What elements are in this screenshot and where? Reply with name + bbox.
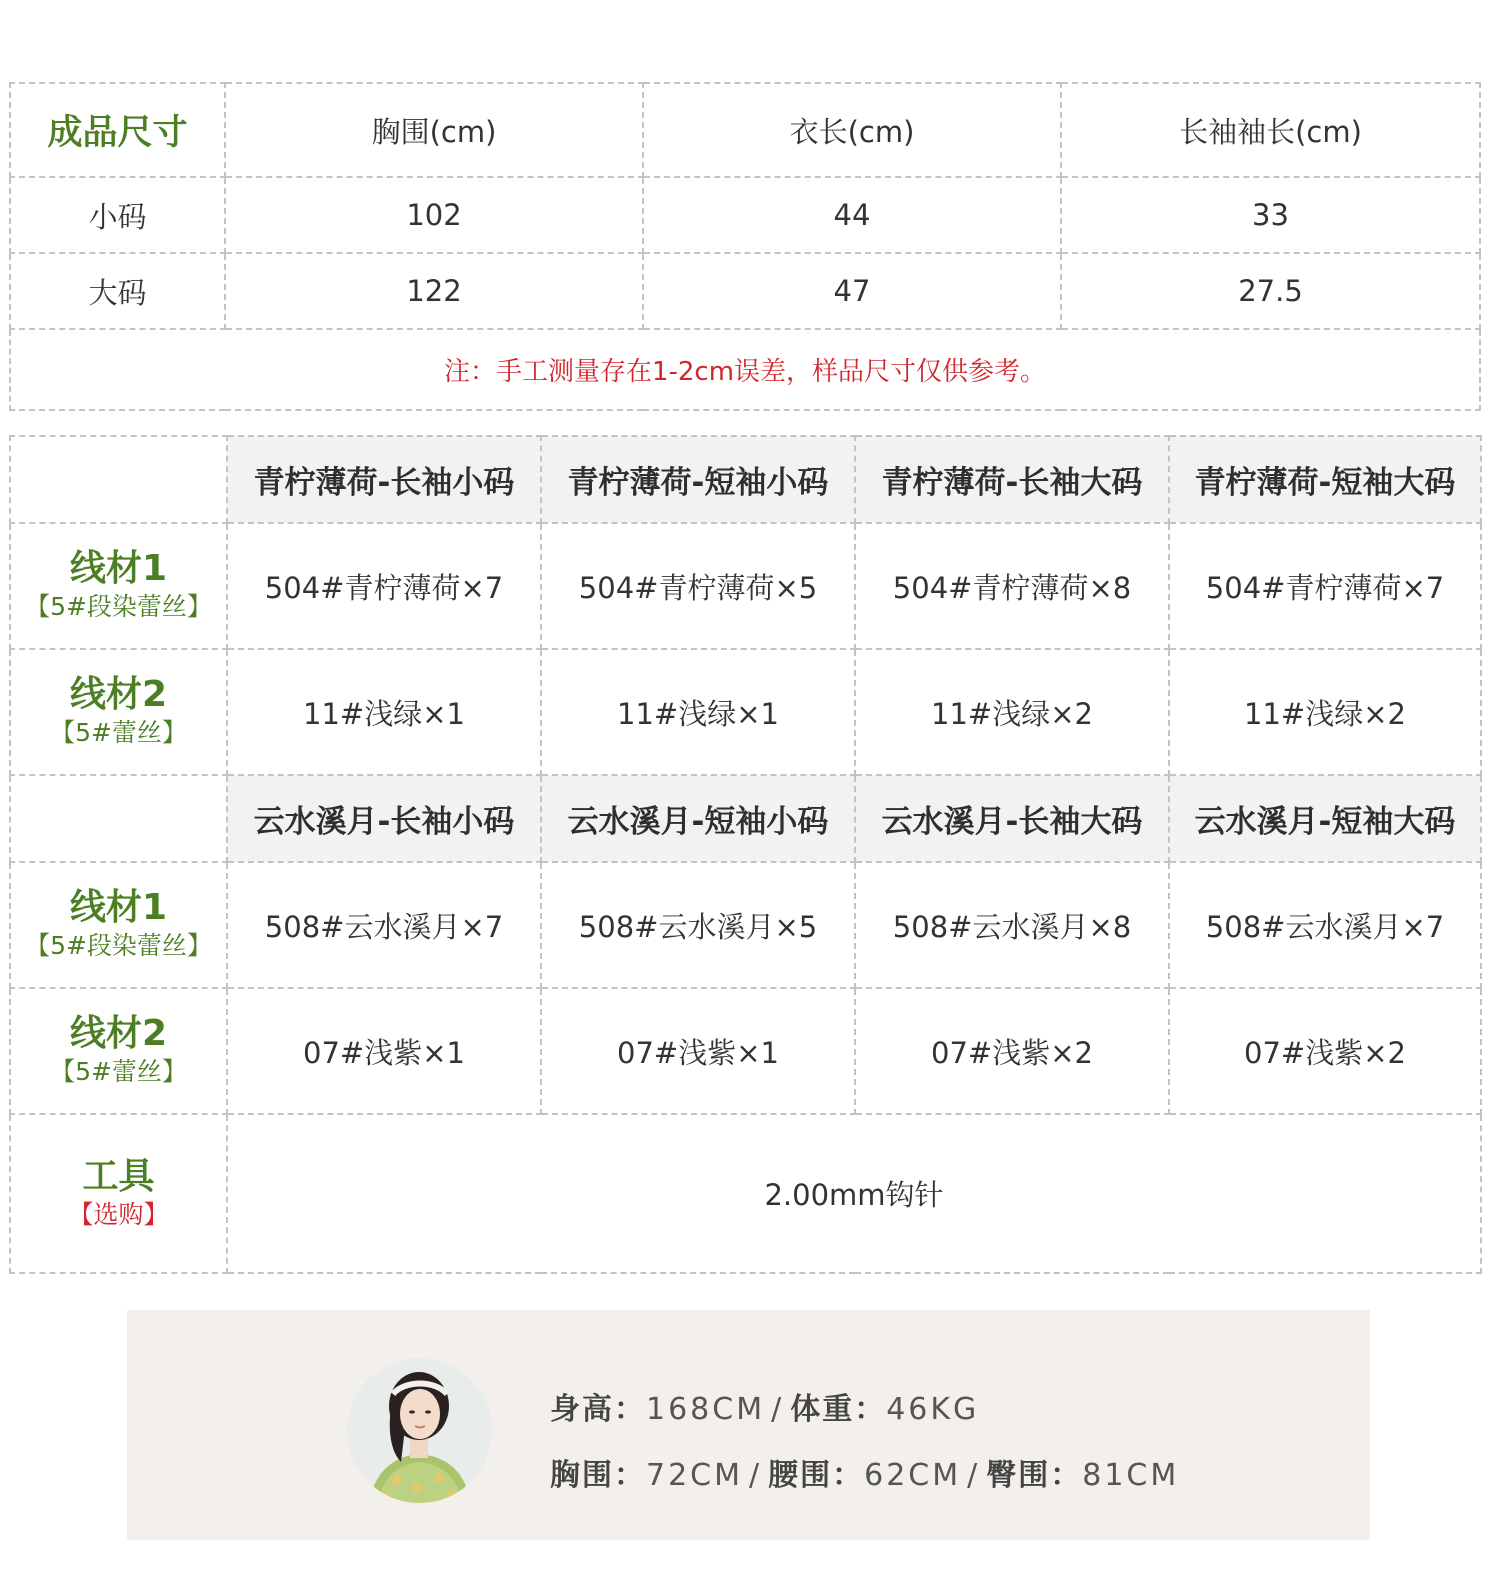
yarn-type-label: 【5#段染蕾丝】 bbox=[25, 592, 212, 621]
variant-header: 青柠薄荷-短袖大码 bbox=[1169, 436, 1481, 523]
height-label: 身高： bbox=[550, 1392, 646, 1427]
row-label-small: 小码 bbox=[10, 177, 225, 253]
variant-header: 青柠薄荷-长袖小码 bbox=[227, 436, 541, 523]
tool-optional-label: 【选购】 bbox=[68, 1199, 169, 1229]
yarn-type-label: 【5#段染蕾丝】 bbox=[25, 931, 212, 960]
separator: / bbox=[749, 1458, 763, 1493]
model-line-1 bbox=[550, 1384, 979, 1428]
yarn-label: 线材2 bbox=[69, 674, 168, 715]
row-label-cell bbox=[10, 523, 227, 649]
cell-value: 11#浅绿×1 bbox=[541, 649, 855, 775]
cell-value: 27.5 bbox=[1061, 253, 1480, 329]
row-label-cell bbox=[10, 988, 227, 1114]
model-photo-illustration bbox=[347, 1358, 492, 1503]
variant-header: 云水溪月-短袖大码 bbox=[1169, 775, 1481, 862]
cell-value: 504#青柠薄荷×7 bbox=[1169, 523, 1481, 649]
waist-label: 腰围： bbox=[768, 1458, 865, 1493]
variant-header: 云水溪月-短袖小码 bbox=[541, 775, 855, 862]
row-label-cell bbox=[10, 649, 227, 775]
weight-value: 46KG bbox=[886, 1392, 980, 1427]
variant-header: 青柠薄荷-短袖小码 bbox=[541, 436, 855, 523]
cell-value: 508#云水溪月×8 bbox=[855, 862, 1169, 988]
cell-value: 11#浅绿×1 bbox=[227, 649, 541, 775]
variant-header: 青柠薄荷-长袖大码 bbox=[855, 436, 1169, 523]
size-header-row bbox=[10, 83, 1480, 177]
bust-value: 72CM bbox=[646, 1458, 744, 1493]
table-row bbox=[10, 177, 1480, 253]
row-label-cell bbox=[10, 1114, 227, 1273]
cell-value: 508#云水溪月×5 bbox=[541, 862, 855, 988]
cell-value: 11#浅绿×2 bbox=[1169, 649, 1481, 775]
variant-header: 云水溪月-长袖大码 bbox=[855, 775, 1169, 862]
yarn-label: 线材2 bbox=[69, 1013, 168, 1054]
row-label-large: 大码 bbox=[10, 253, 225, 329]
table-row bbox=[10, 649, 1481, 775]
group-header-row bbox=[10, 775, 1481, 862]
yarn-label: 线材1 bbox=[69, 548, 168, 589]
table-row bbox=[10, 988, 1481, 1114]
cell-value: 504#青柠薄荷×5 bbox=[541, 523, 855, 649]
cell-value: 122 bbox=[225, 253, 643, 329]
hip-label: 臀围： bbox=[986, 1458, 1083, 1493]
cell-value: 508#云水溪月×7 bbox=[1169, 862, 1481, 988]
tool-label: 工具 bbox=[82, 1155, 155, 1197]
cell-value: 07#浅紫×1 bbox=[541, 988, 855, 1114]
row-label-cell bbox=[10, 862, 227, 988]
materials-table bbox=[9, 435, 1482, 1274]
variant-header: 云水溪月-长袖小码 bbox=[227, 775, 541, 862]
cell-value: 508#云水溪月×7 bbox=[227, 862, 541, 988]
cell-value: 504#青柠薄荷×7 bbox=[227, 523, 541, 649]
measurement-note: 注：手工测量存在1-2cm误差，样品尺寸仅供参考。 bbox=[10, 329, 1480, 410]
column-header-bust: 胸围(cm) bbox=[225, 83, 643, 177]
yarn-label: 线材1 bbox=[69, 887, 168, 928]
height-value: 168CM bbox=[646, 1392, 766, 1427]
group-header-row bbox=[10, 436, 1481, 523]
weight-label: 体重： bbox=[790, 1392, 887, 1427]
bust-label: 胸围： bbox=[550, 1458, 646, 1493]
cell-value: 47 bbox=[643, 253, 1061, 329]
yarn-type-label: 【5#蕾丝】 bbox=[50, 718, 187, 747]
note-row bbox=[10, 329, 1480, 410]
cell-value: 11#浅绿×2 bbox=[855, 649, 1169, 775]
yarn-type-label: 【5#蕾丝】 bbox=[50, 1057, 187, 1086]
size-table bbox=[9, 82, 1481, 411]
column-header-length: 衣长(cm) bbox=[643, 83, 1061, 177]
cell-value: 44 bbox=[643, 177, 1061, 253]
cell-value: 33 bbox=[1061, 177, 1480, 253]
model-info-panel bbox=[127, 1310, 1370, 1540]
column-header-sleeve: 长袖袖长(cm) bbox=[1061, 83, 1480, 177]
separator: / bbox=[967, 1458, 981, 1493]
cell-value: 07#浅紫×1 bbox=[227, 988, 541, 1114]
blank-corner-cell bbox=[10, 775, 227, 862]
cell-value: 07#浅紫×2 bbox=[1169, 988, 1481, 1114]
table-row bbox=[10, 253, 1480, 329]
separator: / bbox=[771, 1392, 785, 1427]
model-line-2 bbox=[550, 1450, 1179, 1494]
waist-value: 62CM bbox=[864, 1458, 962, 1493]
blank-corner-cell bbox=[10, 436, 227, 523]
cell-value: 102 bbox=[225, 177, 643, 253]
table-row bbox=[10, 523, 1481, 649]
table-row bbox=[10, 862, 1481, 988]
tool-value: 2.00mm钩针 bbox=[227, 1114, 1481, 1273]
hip-value: 81CM bbox=[1082, 1458, 1180, 1493]
size-table-title: 成品尺寸 bbox=[10, 83, 225, 177]
model-avatar bbox=[347, 1358, 492, 1503]
cell-value: 504#青柠薄荷×8 bbox=[855, 523, 1169, 649]
cell-value: 07#浅紫×2 bbox=[855, 988, 1169, 1114]
tool-row bbox=[10, 1114, 1481, 1273]
